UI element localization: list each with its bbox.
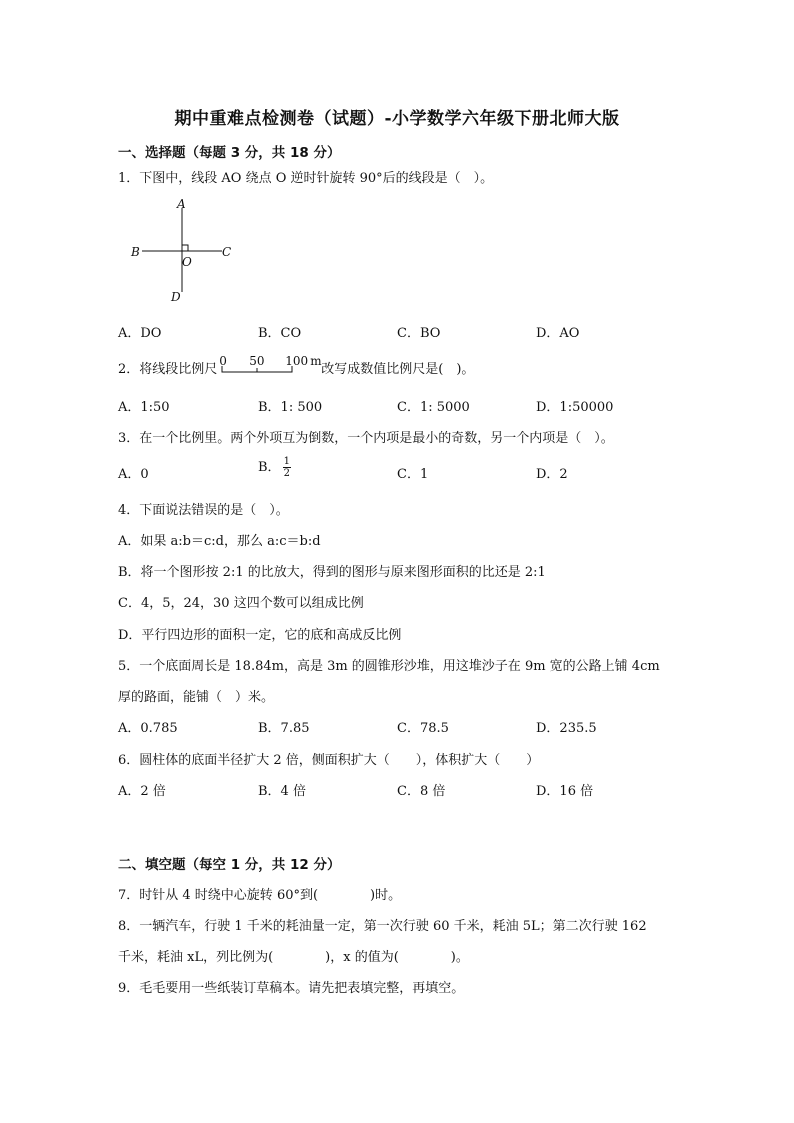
- q4-option-d[interactable]: D．平行四边形的面积一定，它的底和高成反比例: [118, 628, 402, 643]
- page-title: 期中重难点检测卷（试题）-小学数学六年级下册北师大版: [174, 109, 620, 129]
- question-5-text-line2: 厚的路面，能铺（ ）米。: [118, 690, 275, 705]
- section-heading-fill: 二、填空题（每空 1 分，共 12 分）: [118, 857, 341, 873]
- q5-option-a[interactable]: A．0.785: [118, 721, 178, 736]
- q3-option-b-label: B．: [258, 460, 281, 475]
- question-7-text: 7．时针从 4 时绕中心旋转 60°到( )时。: [118, 888, 402, 903]
- scale-label-0: 0: [219, 354, 227, 368]
- question-1-text: 1．下图中，线段 AO 绕点 O 逆时针旋转 90°后的线段是（ ）。: [118, 171, 494, 186]
- q3-option-c[interactable]: C．1: [397, 467, 429, 482]
- rotation-figure: [128, 196, 238, 308]
- q3-option-d[interactable]: D．2: [536, 467, 568, 482]
- question-8-text-line1: 8．一辆汽车，行驶 1 千米的耗油量一定，第一次行驶 60 千米，耗油 5L；第二次行驶 162: [118, 919, 647, 934]
- question-4-text: 4．下面说法错误的是（ ）。: [118, 503, 289, 518]
- q4-option-c[interactable]: C．4，5，24，30 这四个数可以组成比例: [118, 596, 364, 611]
- fraction-numerator: 1: [283, 456, 290, 467]
- question-5-text-line1: 5．一个底面周长是 18.84m，高是 3m 的圆锥形沙堆，用这堆沙子在 9m 宽的公路上铺 4cm: [118, 659, 660, 674]
- scale-label-unit: m: [310, 354, 322, 368]
- q5-option-c[interactable]: C．78.5: [397, 721, 449, 736]
- question-8-text-line2: 千米，耗油 xL，列比例为( )，x 的值为( )。: [118, 950, 469, 965]
- q4-option-a[interactable]: A．如果 a:b＝c:d，那么 a:c＝b:d: [118, 534, 321, 549]
- q1-option-b[interactable]: B．CO: [258, 326, 302, 341]
- question-9-text: 9．毛毛要用一些纸装订草稿本。请先把表填完整，再填空。: [118, 981, 465, 996]
- q6-option-c[interactable]: C．8 倍: [397, 784, 446, 799]
- q3-option-b-fraction: [283, 456, 291, 479]
- q2-suffix: 改写成数值比例尺是( )。: [321, 362, 475, 377]
- q6-option-a[interactable]: A．2 倍: [118, 784, 166, 799]
- q2-option-c[interactable]: C．1: 5000: [397, 400, 470, 415]
- q4-option-b[interactable]: B．将一个图形按 2:1 的比放大，得到的图形与原来图形面积的比还是 2:1: [118, 565, 546, 580]
- q6-option-d[interactable]: D．16 倍: [536, 784, 594, 799]
- line-scale: [219, 354, 322, 376]
- figure-label-b: B: [131, 245, 140, 259]
- fraction-denominator: 2: [283, 468, 290, 479]
- question-3-text: 3．在一个比例里。两个外项互为倒数，一个内项是最小的奇数，另一个内项是（ ）。: [118, 431, 614, 446]
- section-heading-choice: 一、选择题（每题 3 分，共 18 分）: [118, 145, 341, 161]
- q2-option-b[interactable]: B．1: 500: [258, 400, 323, 415]
- figure-label-a: A: [177, 197, 186, 211]
- q5-option-b[interactable]: B．7.85: [258, 721, 310, 736]
- q5-option-d[interactable]: D．235.5: [536, 721, 597, 736]
- q3-option-b[interactable]: [258, 456, 291, 479]
- q1-option-c[interactable]: C．BO: [397, 326, 441, 341]
- q2-option-a[interactable]: A．1:50: [118, 400, 170, 415]
- scale-label-100: 100: [285, 354, 309, 368]
- question-6-text: 6．圆柱体的底面半径扩大 2 倍，侧面积扩大（ ），体积扩大（ ）: [118, 753, 540, 768]
- question-2-text: [118, 354, 475, 377]
- figure-label-d: D: [171, 290, 181, 304]
- figure-label-c: C: [222, 245, 232, 259]
- q6-option-b[interactable]: B．4 倍: [258, 784, 306, 799]
- q2-prefix: 2．将线段比例尺: [118, 362, 218, 377]
- q1-option-d[interactable]: D．AO: [536, 326, 580, 341]
- q2-option-d[interactable]: D．1:50000: [536, 400, 614, 415]
- scale-label-50: 50: [249, 354, 265, 368]
- q1-option-a[interactable]: A．DO: [118, 326, 162, 341]
- figure-label-o: O: [182, 255, 192, 269]
- q3-option-a[interactable]: A．0: [118, 467, 149, 482]
